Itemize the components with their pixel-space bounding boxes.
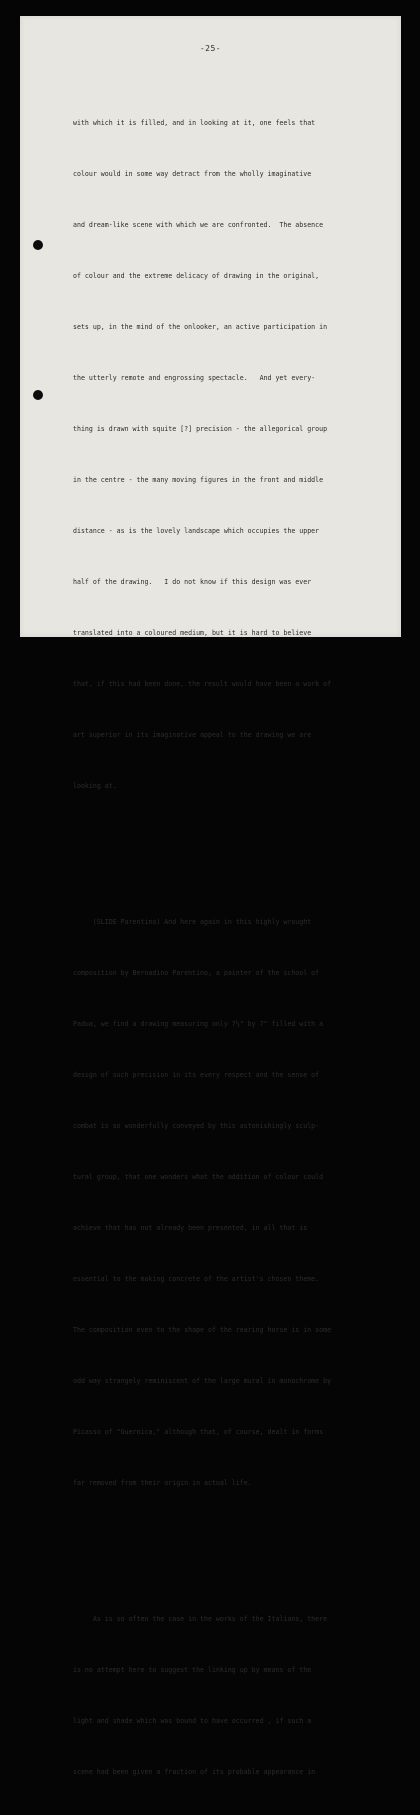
text-line: of colour and the extreme delicacy of drawing in the original, bbox=[73, 272, 320, 280]
text-line: colour would in some way detract from the wholly imaginative bbox=[73, 170, 312, 178]
text-line: essential to the making concrete of the artist's chosen theme. bbox=[73, 1275, 320, 1283]
text-line: (SLIDE Parentino) And here again in this highly wrought bbox=[73, 918, 312, 926]
text-line: composition by Bernadino Parentino, a painter of the school of bbox=[73, 969, 320, 977]
text-line: distance - as is the lovely landscape which occupies the upper bbox=[73, 527, 320, 535]
text-line: scene had been given a fraction of its probable appearance in bbox=[73, 1768, 316, 1776]
text-line: Picasso of "Guernica," although that, of course, dealt in forms bbox=[73, 1428, 324, 1436]
document-page bbox=[20, 16, 401, 1776]
text-line: and dream-like scene with which we are confronted. The absence bbox=[73, 221, 324, 229]
text-line: light and shade which was bound to have occurred , if such a bbox=[73, 1717, 312, 1725]
text-line: The composition even to the shape of the rearing horse is in some bbox=[73, 1326, 332, 1334]
text-line: with which it is filled, and in looking at it, one feels that bbox=[73, 119, 316, 127]
text-line: the utterly remote and engrossing spectacle. And yet every- bbox=[73, 374, 316, 382]
body-text bbox=[73, 64, 393, 1815]
text-line: odd way strangely reminiscent of the large mural in monochrome by bbox=[73, 1377, 332, 1385]
page-number: -25- bbox=[199, 44, 222, 53]
text-line: As is so often the case in the works of the Italians, there bbox=[73, 1615, 328, 1623]
text-line: design of such precision in its every respect and the sense of bbox=[73, 1071, 320, 1079]
text-line: art superior in its imaginative appeal to the drawing we are bbox=[73, 731, 312, 739]
text-line: combat is so wonderfully conveyed by this astonishingly sculp- bbox=[73, 1122, 320, 1130]
text-line: that, if this had been done, the result would have been a work of bbox=[73, 680, 332, 688]
text-line: in the centre - the many moving figures in the front and middle bbox=[73, 476, 324, 484]
text-line: achieve that has not already been presented, in all that is bbox=[73, 1224, 308, 1232]
text-line: half of the drawing. I do not know if this design was ever bbox=[73, 578, 312, 586]
punch-hole bbox=[33, 240, 43, 250]
text-line: tural group, that one wonders what the addition of colour could bbox=[73, 1173, 324, 1181]
paragraph-gap bbox=[73, 829, 393, 846]
text-line: far removed from their origin in actual life. bbox=[73, 1479, 252, 1487]
text-line: sets up, in the mind of the onlooker, an active participation in bbox=[73, 323, 328, 331]
text-line: is no attempt here to suggest the linking up by means of the bbox=[73, 1666, 312, 1674]
punch-hole bbox=[33, 390, 43, 400]
paragraph-gap bbox=[73, 1526, 393, 1543]
text-line: looking at. bbox=[73, 782, 117, 790]
text-line: Padua, we find a drawing measuring only 7½" by 7" filled with a bbox=[73, 1020, 324, 1028]
text-line: thing is drawn with squite [?] precision - the allegorical group bbox=[73, 425, 328, 433]
text-line: translated into a coloured medium, but it is hard to believe bbox=[73, 629, 312, 637]
